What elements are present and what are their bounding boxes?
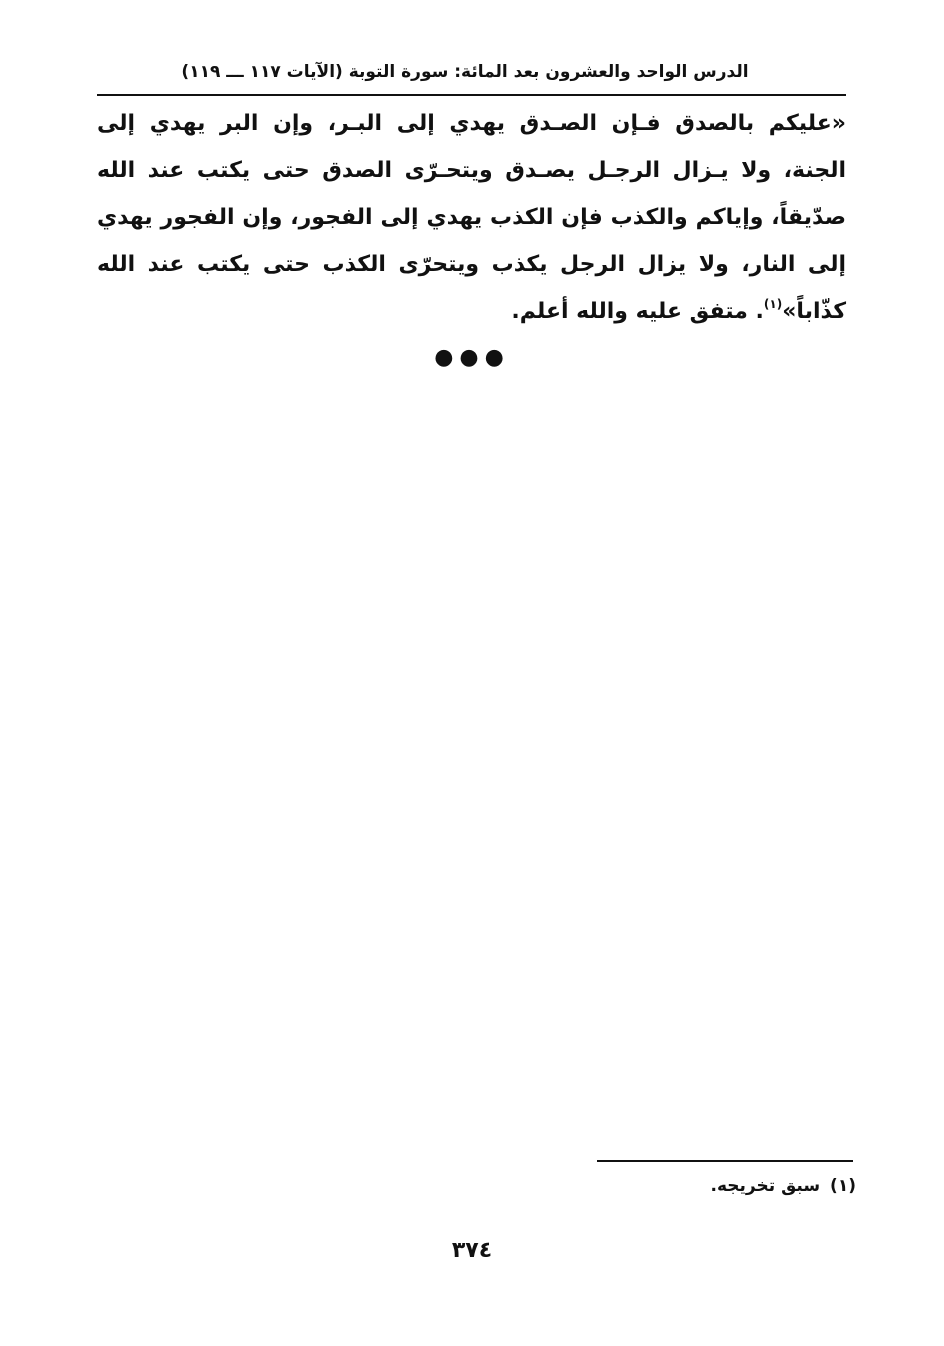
- body-paragraph: [97, 100, 846, 335]
- page-number: ٣٧٤: [451, 1238, 493, 1263]
- footnote-text: سبق تخريجه.: [710, 1176, 821, 1196]
- hadith-text: «عليكم بالصدق فـإن الصـدق يهدي إلى البـر، وإن البر يهدي إلى الجنة، ولا يـزال الرجـل يصـدق ويتحـرّى الصدق حتى يكتب عند الله صدّيقاً، وإياكم والكذب فإن الكذب يهدي إلى الفجور، وإن الفجور يهدي إلى النار، ولا يزال الرجل يكذب ويتحرّى الكذب حتى يكتب عند الله كذّاباً»: [97, 111, 846, 324]
- footnote: [711, 1176, 856, 1196]
- footnote-reference[interactable]: (١): [763, 297, 783, 311]
- footnote-number: (١): [830, 1176, 856, 1196]
- section-separator: ●●●: [434, 345, 510, 370]
- footnote-rule: [597, 1160, 853, 1162]
- header-rule: [97, 94, 846, 96]
- running-header: الدرس الواحد والعشرون بعد المائة: سورة التوبة (الآيات ١١٧ ـــ ١١٩): [181, 62, 749, 82]
- closing-text: . متفق عليه والله أعلم.: [511, 299, 764, 324]
